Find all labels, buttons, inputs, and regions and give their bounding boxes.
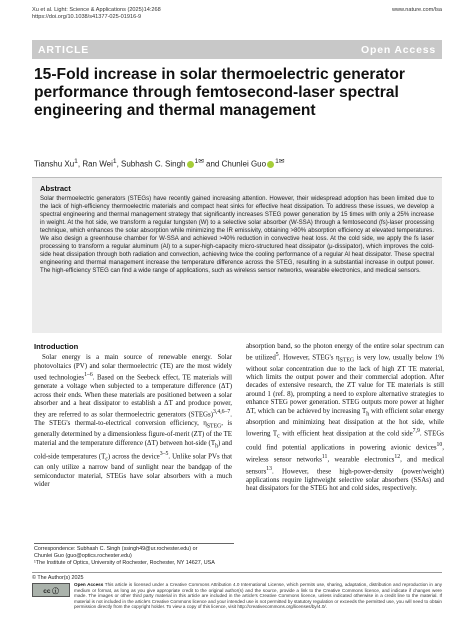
license-text — [74, 582, 442, 610]
separator: , — [77, 159, 83, 169]
text-run: with efficient heat dissipation at the cold side — [279, 430, 413, 438]
text-run: , is generally determined by a dimensionless figure-of-merit (ZT) of the TE material and the temperature difference (ΔT) between hot-side (T — [34, 420, 232, 447]
correspondence-line[interactable]: Correspondence: Subhash C. Singh (ssingh49@ur.rochester.edu) or — [34, 546, 198, 552]
reference-link[interactable]: 3–5 — [159, 451, 169, 458]
article-title: 15-Fold increase in solar thermoelectric generator performance through femtosecond-laser spectral engineering and thermal management — [34, 66, 405, 120]
affiliation-marker: 1 — [74, 158, 78, 165]
abstract-box — [32, 177, 442, 333]
abstract-heading: Abstract — [40, 184, 71, 193]
text-run: . Unlike solar PVs that can only utilize a narrow band of sunlight near the bandgap of the semiconductor material, STEGs have solar absorbers with a much wider — [34, 453, 232, 489]
affiliation-marker: 1 — [112, 158, 117, 165]
reference-link[interactable]: 7,9 — [412, 428, 420, 435]
text-run: absorption band, so the photon energy of the entire solar spectrum can be utilized — [246, 343, 444, 362]
orcid-icon[interactable] — [267, 161, 274, 168]
subscript: STEG — [206, 423, 222, 430]
separator: , — [116, 159, 122, 169]
text-run: , wearable electronics — [327, 456, 395, 464]
reference-link[interactable]: 11 — [321, 454, 328, 460]
affiliation-line: ¹The Institute of Optics, University of Rochester, Rochester, NY 14627, USA — [34, 559, 215, 566]
subscript: c — [277, 433, 280, 440]
author-name[interactable]: Tianshu Xu — [34, 159, 75, 169]
page-header — [32, 7, 442, 37]
text-run: . However, STEG's η — [278, 354, 340, 362]
subscript: h — [215, 442, 218, 449]
text-run: Solar energy is a main source of renewable energy. Solar photovoltaics (PV) and solar thermoelectric (TE) are the most widely used technologies — [34, 354, 232, 382]
reference-link[interactable]: 5 — [275, 352, 279, 359]
introduction-paragraph-continued — [246, 343, 444, 493]
reference-link[interactable]: 10 — [436, 442, 443, 449]
left-column — [34, 343, 232, 490]
footer-divider — [32, 572, 442, 573]
introduction-heading: Introduction — [34, 342, 79, 351]
citation-block — [32, 7, 161, 21]
text-run: . Based on the Seebeck effect, TE materials will generate a voltage when subjected to a temperature difference (ΔT) across their ends. When these materials are positioned between a solar absorber and a heat dissipator to establish a ΔT and produce power, they are referred to as solar thermoelectric generators (STEGs) — [34, 374, 232, 419]
doi-link[interactable]: https://doi.org/10.1038/s41377-025-01916-9 — [32, 14, 142, 20]
introduction-paragraph — [34, 354, 232, 489]
license-lead: Open Access — [74, 582, 104, 587]
text-run: . However, these high-power-density (power/weight) applications require lightweight selective solar absorbers (SSAs) and heat dissipators for the STEG hot and cold sides, respectively. — [246, 468, 444, 492]
subscript: h — [366, 411, 370, 418]
affiliation-marker: 1✉ — [275, 158, 285, 165]
author-name[interactable]: Subhash C. Singh — [121, 159, 186, 169]
author-name[interactable]: Ran Wei — [82, 159, 113, 169]
text-run: . STEGs could find potential applications in powering avionic devices — [246, 430, 444, 452]
journal-site-link[interactable]: www.nature.com/lsa — [391, 7, 442, 13]
reference-link[interactable]: 12 — [394, 454, 401, 460]
text-run: , and medical sensors — [246, 456, 444, 476]
author-name[interactable]: Chunlei Guo — [221, 159, 267, 169]
text-run: is very low, usually below 1% without solar concentration due to the lack of high ZT TE material, which limits the output power and their commercial adoption. After decades of extensive research, the ZT value for TE materials is still around 1 (ref. — [246, 354, 444, 398]
citation-line: Xu et al. Light: Science & Applications (2025)14:268 — [32, 7, 161, 13]
reference-link[interactable]: 1–6 — [84, 372, 93, 379]
text-run: ), prompting a need to explore alternative strategies to enhance STEG power generation. STEG outputs more power at higher ΔT, which can be achieved by increasing T — [246, 390, 444, 415]
separator: and — [203, 159, 222, 169]
creative-commons-icon[interactable]: cc ⓘ — [32, 583, 70, 597]
abstract-text: Solar thermoelectric generators (STEGs) have recently gained increasing attention. However, their widespread adoption has been limited due to the lack of high-efficiency thermoelectric materials and compact heat sinks for effective heat dissipation. To address these issues, we develop a spectral engineering and thermal management strategy that significantly increases STEG power generation by 15 times with only a 25% increase in weight. At the hot side, we transform a regular tungsten (W) to a selective solar absorber (W-SSA) through a femtosecond (fs)-laser processing technique, which enhances the solar absorption while minimizing the IR emissivity, obtaining >80% absorption efficiency at elevated temperatures. We also design a greenhouse chamber for W-SSA and achieved >40% reduction in convective heat loss. At the cold side, we apply the fs laser processing to transform a regular aluminum (Al) to a super-high-capacity micro-structured heat dissipator (μ-dissipator), which improves the cold-side heat dissipation through both radiation and convection, achieving twice the cooling performance of a regular Al heat dissipator. These spectral engineering and thermal management increase the temperature difference across the STEG, resulting in a substantial increase in output power. The high-efficiency STEG can find a wide range of applications, such as wireless sensor networks, wearable electronics, and medical sensors. — [40, 196, 434, 275]
subscript: STEG — [339, 358, 355, 365]
affiliation-marker: 1✉ — [194, 158, 204, 165]
open-access-label: Open Access — [361, 43, 436, 56]
reference-link[interactable]: 8 — [287, 390, 291, 398]
article-banner — [32, 40, 442, 59]
text-run: . The STEG's thermal-to-electrical conversion efficiency, η — [34, 411, 232, 428]
right-column — [246, 343, 444, 493]
license-body: This article is licensed under a Creative Commons Attribution 4.0 International License, which permits use, sharing, adaptation, distribution and reproduction in any medium or format, as long as you give appropriate credit to the original author(s) and the source, provide a link to the Creative Commons licence, and indicate if changes were made. The images or other third party material in this article are included in the article's Creative Commons licence, unless indicated otherwise in a credit line to the material. If material is not included in the article's Creative Commons licence and your intended use is not permitted by statutory regulation or exceeds the permitted use, you will need to obtain permission directly from the copyright holder. To view a copy of this licence, visit http://creativecommons.org/licenses/by/4.0/. — [74, 582, 442, 610]
subscript: c — [105, 457, 108, 463]
copyright-line: © The Author(s) 2025 — [32, 575, 84, 581]
text-run: ) across the device — [107, 453, 160, 461]
reference-link[interactable]: 13 — [266, 465, 273, 472]
correspondence-line[interactable]: Chunlei Guo (guo@optics.rochester.edu) — [34, 552, 132, 559]
reference-link[interactable]: 3,4,6–7 — [213, 409, 231, 416]
article-type-label: ARTICLE — [38, 43, 90, 56]
correspondence-note — [34, 543, 234, 566]
text-run: , wireless sensor networks — [246, 444, 444, 464]
author-list — [34, 157, 444, 170]
orcid-icon[interactable] — [187, 161, 194, 168]
text-run: ) and cold-side temperatures (T — [34, 439, 232, 461]
text-run: with efficient solar energy absorption and minimizing heat dissipation at the hot side, while lowering T — [246, 407, 444, 438]
